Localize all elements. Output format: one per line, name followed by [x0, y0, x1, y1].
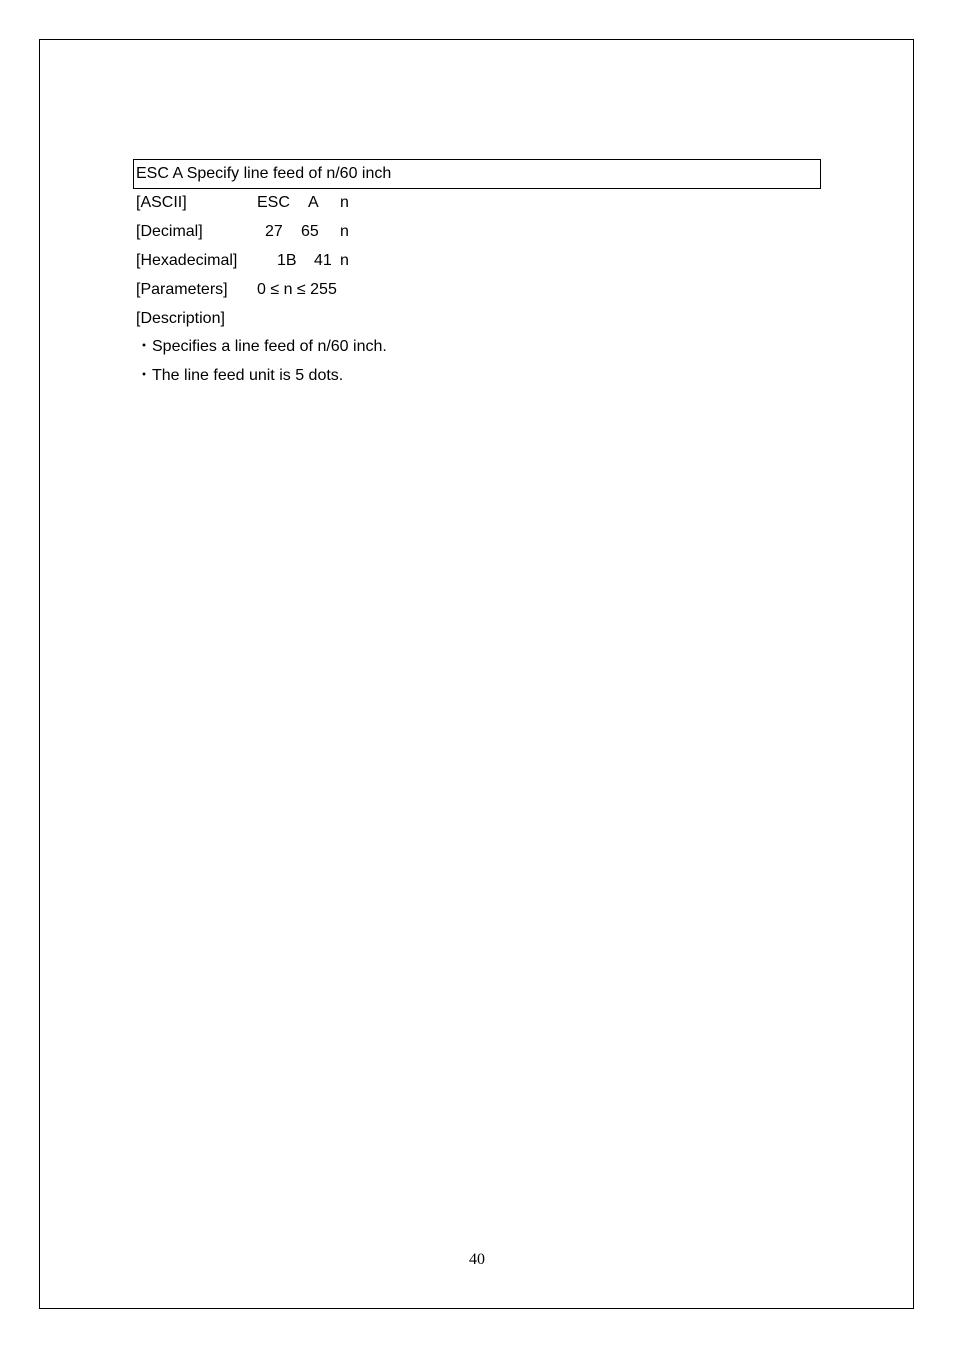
decimal-row — [136, 221, 376, 243]
hexadecimal-value-2: 41 — [314, 252, 332, 269]
hexadecimal-value-1: 1B — [277, 252, 297, 269]
page-number: 40 — [469, 1251, 485, 1268]
description-item: ・The line feed unit is 5 dots. — [136, 367, 344, 384]
ascii-row — [136, 192, 376, 214]
command-title: ESC A Specify line feed of n/60 inch — [136, 165, 392, 182]
parameters-label: [Parameters] — [136, 281, 228, 298]
command-title-box — [133, 159, 821, 189]
parameters-row — [136, 279, 376, 301]
decimal-label: [Decimal] — [136, 223, 203, 240]
hexadecimal-value-3: n — [340, 252, 349, 269]
description-label: [Description] — [136, 310, 225, 327]
ascii-value-3: n — [340, 194, 349, 211]
decimal-value-1: 27 — [265, 223, 283, 240]
ascii-label: [ASCII] — [136, 194, 187, 211]
hexadecimal-label: [Hexadecimal] — [136, 252, 238, 269]
ascii-value-1: ESC — [257, 194, 290, 211]
decimal-value-3: n — [340, 223, 349, 240]
description-row — [136, 308, 376, 330]
parameters-value: 0 ≤ n ≤ 255 — [257, 281, 337, 298]
ascii-value-2: A — [308, 194, 319, 211]
decimal-value-2: 65 — [301, 223, 319, 240]
hexadecimal-row — [136, 250, 376, 272]
description-item: ・Specifies a line feed of n/60 inch. — [136, 338, 387, 355]
